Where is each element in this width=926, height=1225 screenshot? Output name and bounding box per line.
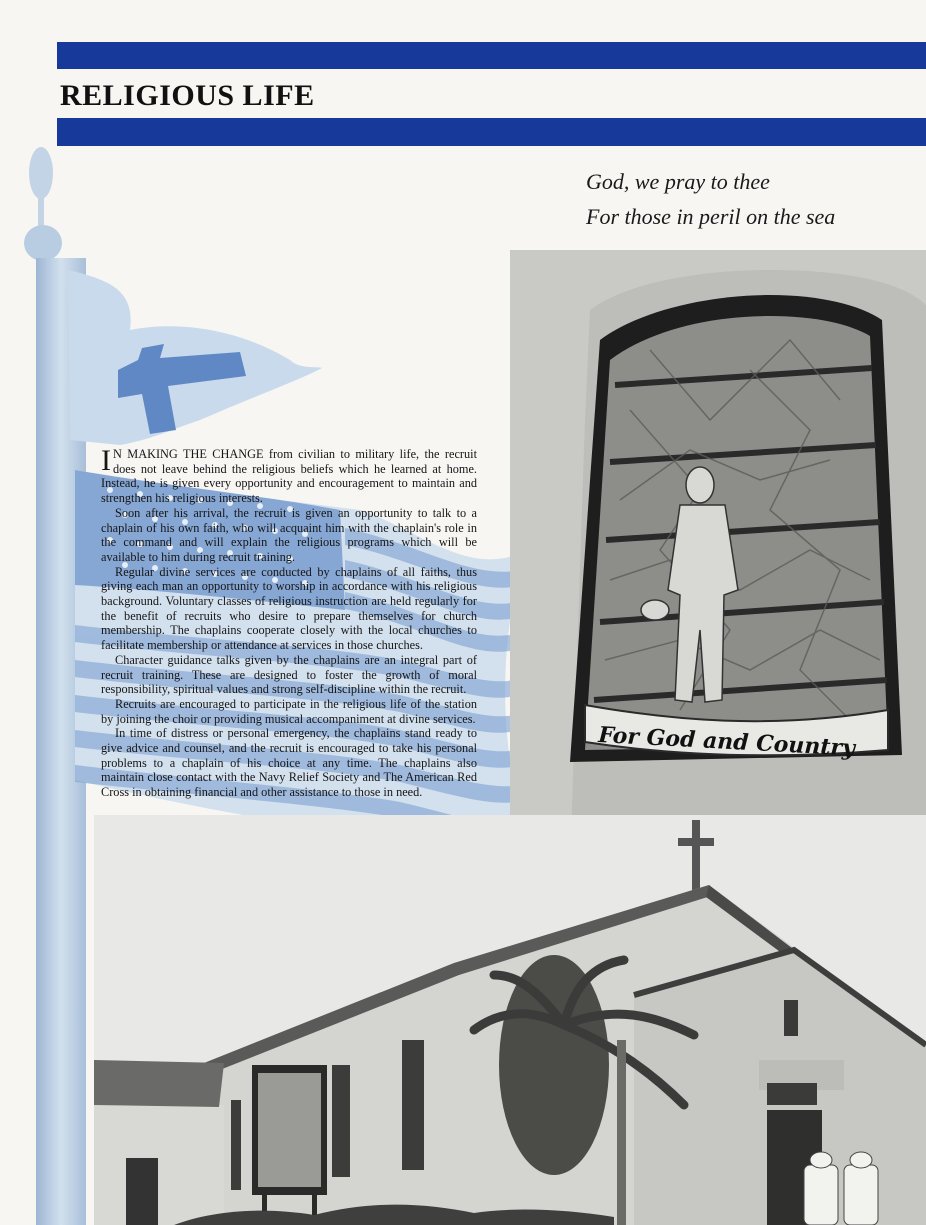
article-paragraph: In time of distress or personal emergency, the chaplains stand ready to give advice and counsel, and the recruit is encouraged to take his personal problems to a chaplain of his choice at any time. The chaplains also maintain close contact with the Navy Relief Society and The American Red Cross in obtaining financial and other assistance to those in need.	[101, 726, 477, 800]
article-paragraph: Regular divine services are conducted by chaplains of all faiths, thus giving each man an opportunity to worship in accordance with his religious background. Voluntary classes of religious instruction are held regularly for the benefit of recruits who desire to prepare themselves for church membership. The chaplains cooperate closely with the local churches to facilitate membership or attendance at services in those churches.	[101, 564, 477, 653]
drop-cap: I	[101, 444, 111, 477]
hymn-verse-line-2: For those in peril on the sea	[586, 204, 836, 229]
pole-finial	[29, 147, 53, 199]
chapel-photo	[94, 815, 926, 1225]
hymn-verse	[586, 164, 835, 234]
article-paragraph: Soon after his arrival, the recruit is given an opportunity to talk to a chaplain of his own faith, who will acquaint him with the chaplain's role in the command and will explain the religious programs which will be available to him during recruit training.	[101, 505, 477, 564]
page-title: RELIGIOUS LIFE	[60, 79, 315, 112]
article-body	[101, 444, 477, 800]
article-paragraph: Character guidance talks given by the chaplains are an integral part of recruit training. These are designed to foster the growth of moral responsibility, spiritual values and strong self-discipline within the recruit.	[101, 652, 477, 697]
stained-glass-window-photo	[510, 250, 926, 865]
window-inscription: For God and Country	[597, 722, 856, 762]
article-paragraph: Recruits are encouraged to participate in the religious life of the station by joining the choir or providing musical accompaniment at divine services.	[101, 696, 477, 726]
pole-ball	[24, 225, 62, 261]
article-paragraph: I N MAKING THE CHANGE from civilian to military life, the recruit does not leave behind the religious beliefs which he learned at home. Instead, he is given every opportunity and encouragement to maintain and strengthen his religious interests.	[101, 444, 477, 506]
hymn-verse-line-1: God, we pray to thee	[586, 169, 770, 194]
header-bar-top	[57, 42, 926, 69]
